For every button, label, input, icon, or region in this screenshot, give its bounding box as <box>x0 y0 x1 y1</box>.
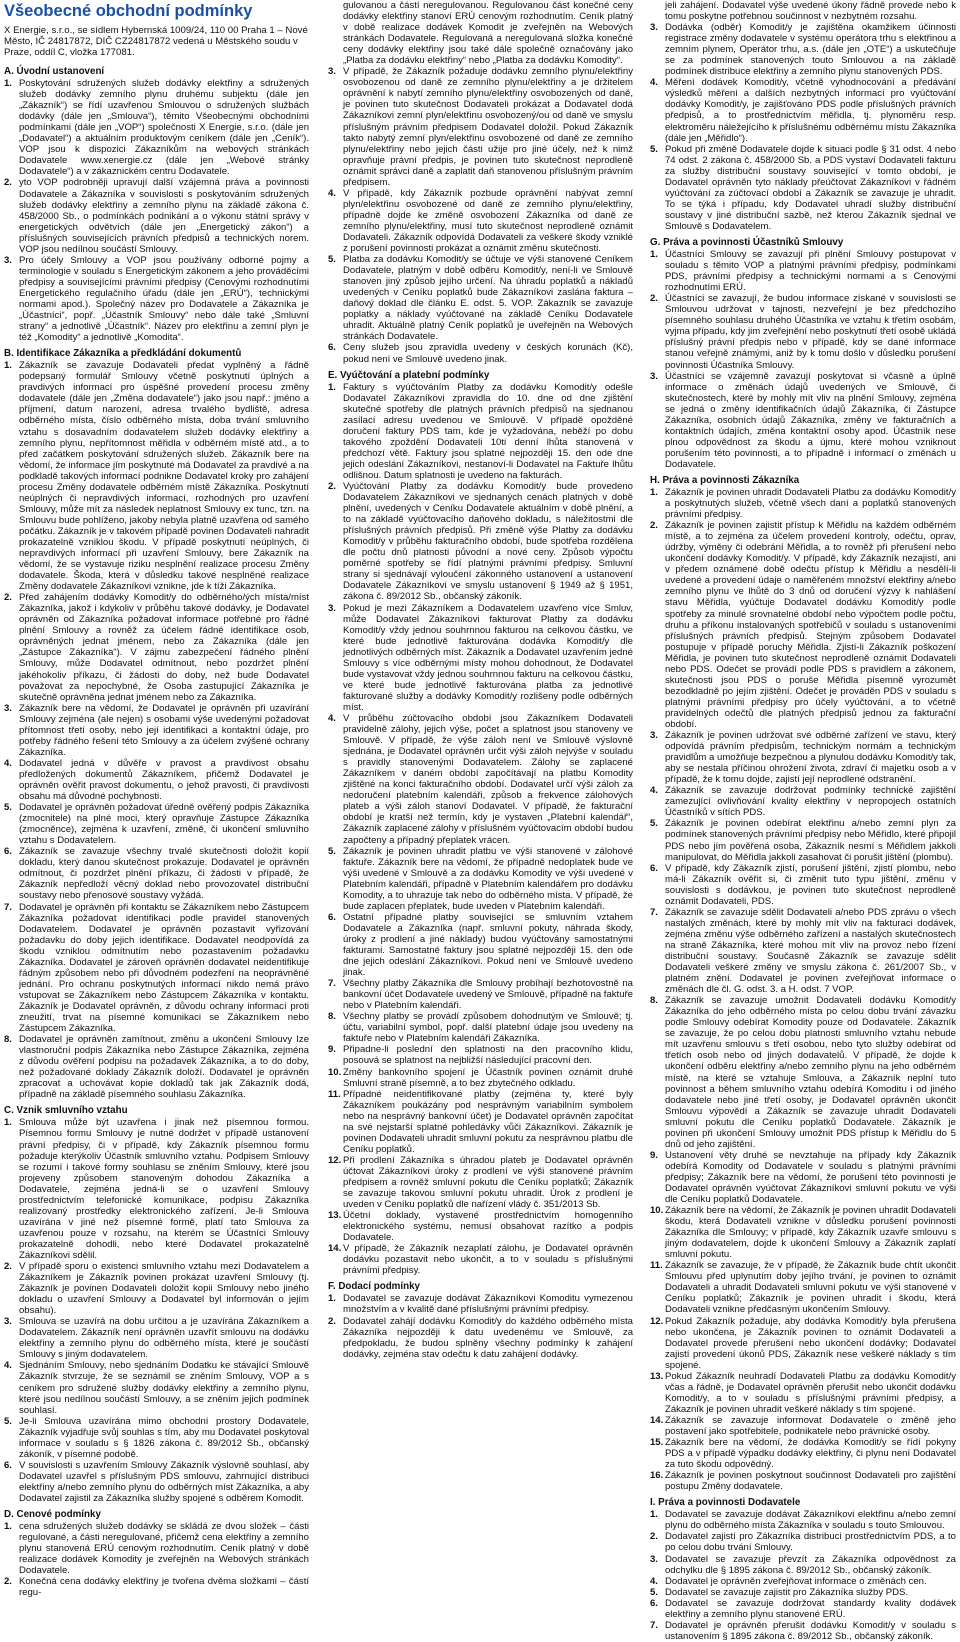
clause-b1: 1. Zákazník se zavazuje Dodavateli předat vyplněný a řádně podepsaný formulář Smlouvy včetně poskytnutí úplných a pravdivých informací pro úspěšné provedení procesu změny dodavatele (dále jen „Změna dodavatele“) jako jsou např.: jméno a příjmení, datum narození, adresa trvalého bydliště, adresa odběrného místa, číslo odběrného místa, doba trvání smluvního vztahu s dosavadním dodavatelem služeb dodávky elektřiny a zemního plynu, nepřítomnost měřidla v odběrném místě atd., a to před začátkem poskytování sdružených služeb. Zákazník bere na vědomí, že informace jím poskytnuté má Dodavatel za pravdivé a na podkladě takových informací podnikne Dodavatel kroky pro zahájení procesu Změny dodavatele odběrném místě Zákazníka. Poskytnutí neúplných či nepravdivých informací, rozhodných pro uzavření Smlouvy, může mít za následek neplatnost Smlouvy ex tunc, tzn. na Smlouvu bude pohlíženo, jakoby nebyla platně uzavřena od samého počátku. Zákazník je v takovém případě povinen Dodavateli nahradit prokazatelně vzniklou škodu. V případě poskytnutí neúplných, či nepravdivých informací při uzavření Smlouvy, bere Zákazník na vědomí, že se vystavuje riziku nesplnění realizace procesu Změny dodavatele. Škoda, která v důsledku takové nesplněné realizace Změny dodavatele Zákazníkovi vznikne, jde k tíži Zákazníka. <box>4 360 309 593</box>
clause-d3: 3. V případě, že Zákazník požaduje dodávku zemního plynu/elektřiny osvobozenou od daně ze zemního plynu/elektřiny a je držitelem oprávnění k nabytí zemního plynu/elektřiny osvobozených od daně, je povinen tuto skutečnost Dodavateli prokázat a Dodavatel dodá Zákazníkovi zemní plyn/elektřinu osvobozený/ou od daně ve smyslu příslušným právním předpisem Dodavatel doložil. Pokud Zákazník takto nabytý zemní plyn/elektřinu osvobozené od daně ze zemního plynu/elektřiny nebo jejich části užije pro jiné účely, než k nimž opravňuje právní předpis, je povinen tuto skutečnost neprodleně oznámit správci daně a zaplatit daň stanovenou příslušným právním předpisem. <box>328 66 633 188</box>
clause-e1: 1. Faktury s vyúčtováním Platby za dodávku Komodit/y odešle Dodavatel Zákazníkovi zpravidla do 10. dne od dne zjištění skutečné spotřeby dle platných právních předpisů na sjednanou zasílací adresu uvedenou ve Smlouvě. V případě opožděné doručení faktury PDS tam, kde je vyžadována, neběží po dobu takového zpoždění Dodavateli 10ti denní lhůta stanovená v předchozí větě. Faktury jsou splatné nejpozději 15. den ode dne jejich odeslání Zákazníkovi, nestanoví-li Dodavatel na Faktuře lhůtu odlišnou. Datum splatnosti je uvedeno na fakturách. <box>328 381 633 481</box>
clause-g3: 3. Účastníci se vzájemně zavazují poskytovat si včasně a úplně informace o změnách údajů uvedených ve Smlouvě, či skutečnostech, které by mohly mít vliv na plnění Smlouvy, zejména se jedná o změny identifikačních údajů Zákazníka, či Zástupce Zákazníka, osobních údajů Zákazníka, změny ve fakturačních a kontaktních údajích, změna kontaktní osoby apod. Účastník nese plnou odpovědnost za škodu a újmu, které mohou vzniknout porušením této povinnosti, a to případně i informací o změnách u Dodavatele. <box>650 370 956 470</box>
clause-e10: 10. Změny bankovního spojení je Účastník povinen oznámit druhé Smluvní straně písemně, a to bez zbytečného odkladu. <box>328 1066 633 1089</box>
clause-h11: 11. Zákazník se zavazuje, že v případě, že Zákazník bude chtít ukončit Smlouvu před uplynutím doby jejího trvání, je povinen to oznámit Dodavateli a uhradit Dodavateli smluvní pokutu ve výši stanovené v Ceníku poplatků; Zákazník je povinen uhradit i škodu, která Dodavateli vznikne předčasným ukončením Smlouvy. <box>650 1260 956 1316</box>
clause-h14: 14. Zákazník se zavazuje informovat Dodavatele o změně jeho postavení jako spotřebitele, podnikatele nebo právnické osoby. <box>650 1414 956 1437</box>
clause-e14: 14. V případě, že Zákazník nezaplatí zálohu, je Dodavatel oprávněn dodávku pozastavit nebo ukončit, a to v souladu s příslušnými právními předpisy. <box>328 1243 633 1277</box>
clause-e13: 13. Účetní doklady, vystavené prostřednictvím homogenního elektronického systému, nemusí obsahovat razítko a podpis Dodavatele. <box>328 1210 633 1244</box>
clause-c5: 5. Je-li Smlouva uzavírána mimo obchodní prostory Dodavatele, Zákazník vyjadřuje svůj souhlas s tím, aby mu Dodavatel poskytoval informace v souladu s § 1826 zákona č. 89/2012 Sb., občanský zákoník, v písemné podobě. <box>4 1415 309 1460</box>
clause-h16: 16. Zákazník je povinen poskytnout součinnost Dodavateli pro zajištění postupu Změny dodavatele. <box>650 1470 956 1493</box>
clause-h7: 7. Zákazník se zavazuje sdělit Dodavateli a/nebo PDS zprávu o všech nastalých změnách, které by mohly mít vliv na fakturaci dodávek, zejména změnu výše odběrného zařízení a nastalých skutečnostech na straně Zákazníka, které mohou mít vliv na provoz nebo řízení distribuční soustavy. Současně Zákazník se zavazuje sdělit Dodavateli veškeré změny ve smyslu zákona č. 261/2007 Sb., v platném znění. Dodavatel je povinen zveřejňovat informace o změnách dle čl. G. odst. 3. a H. odst. 7 VOP. <box>650 906 956 996</box>
clause-f3: 3. Dodávka (odběr) Komodit/y je zajištěna okamžikem účinnosti registrace změny dodavatele v systému operátora trhu s elektřinou a zemním plynem, Operátor trhu, a.s. (dále jen „OTE“) a uskutečňuje se za podmínek stanovených touto Smlouvou a na základě podmínek distribuce elektřiny a zemního plynu stanovených PDS. <box>650 22 956 78</box>
clause-d4: 4. V případě, kdy Zákazník pozbude oprávnění nabývat zemní plyn/elektřinu osvobozené od daně ze zemního plynu/elektřiny, případně dojde ke změně osvobození Zákazníka od daně ze zemního plynu/elektřiny, musí tuto skutečnost neprodleně oznámit Dodavateli. Zákazník odpovídá Dodavateli za veškeré škody vzniklé z porušení povinnosti prokázat a oznámit změnu skutečnosti. <box>328 187 633 255</box>
column-1 <box>4 66 309 1598</box>
clause-f5: 5. Pokud při změně Dodavatele dojde k situaci podle § 31 odst. 4 nebo 74 odst. 2 zákona č. 458/2000 Sb. a PDS vystaví Dodavateli fakturu za služby distribuční soustavy související v tomto období, je Dodavatel oprávněn tyto náklady přeúčtovat Zákazníkovi v řádném vyúčtování za zúčtovací období a Zákazník se zavazuje je uhradit. To se týká i případu, kdy Dodavatel uhradí služby distribuční soustavy v jiné distribuční sazbě, než kterou Zákazník sjednal ve Smlouvě s Dodavatelem. <box>650 143 956 232</box>
column-3 <box>650 0 956 1642</box>
clause-b3: 3. Zákazník bere na vědomí, že Dodavatel je oprávněn při uzavírání Smlouvy zejména (ale nejen) s osobami výše uvedenými požadovat přítomnost třetí osoby, nebo její identifikaci a kontaktní údaje, pro potřeby řádného řešení této Smlouvy a za účelem zvýšené ochrany Zákazníka. <box>4 702 309 758</box>
clause-e9: 9. Připadne-li poslední den splatnosti na den pracovního klidu, posouvá se splatnost na nejbližší následující pracovní den. <box>328 1044 633 1067</box>
clause-i7: 7. Dodavatel je oprávněn přerušit dodávku Komodit/y v souladu s ustanovením § 1895 zákona č. 89/2012 Sb., občanský zákoník. <box>650 1619 956 1642</box>
clause-c3: 3. Smlouva se uzavírá na dobu určitou a je uzavírána Zákazníkem a Dodavatelem. Zákazník není oprávněn uzavřít smlouvu na dodávku elektřiny a zemního plynu do odběrného místa, které je součástí Smlouvy s jiným dodavatelem. <box>4 1316 309 1361</box>
clause-i4: 4. Dodavatel je oprávněn zveřejňovat informace o změnách cen. <box>650 1575 927 1587</box>
clause-e4: 4. V průběhu zúčtovacího období jsou Zákazníkem Dodavateli pravidelně zálohy, jejich výše, počet a splatnost jsou stanoveny ve Smlouvě. V případě, že výše záloh není ve Smlouvě výslovně sjednána, je Dodavatel oprávněn určit výši záloh nejvýše v souladu s pravidly stanovenými Dodavatelem. Zálohy se zaplacené Zákazníkem v daném období započítávají na platbu Komodity zjištěné na konci fakturačního období. Dodavatel určí výši záloh za nedoručení platebním kalendáři, způsob a frekvence zálohových plateb a výši záloh stanoví Dodavatel. V případě, že fakturační období je kratší než termín, kdy je vystaven „Platební kalendář“, Zákazník zaplacené zálohy v příslušném vyúčtovacím období budou započteny a případný přeplatek vrácen. <box>328 713 633 846</box>
clause-a2: 2. yto VOP podrobněji upravují další vzájemná práva a povinnosti Dodavatele a Zákazníka v souvislosti s poskytováním sdružených služeb dodávky elektřiny a zemního plynu na základě zákona č. 458/2000 Sb., o podmínkách podnikání a o výkonu státní správy v energetických odvětvích (dále jen „Energetický zákon“) a příslušných souvisejících právních předpisů a technických norem. VOP jsou nedílnou součástí Smlouvy. <box>4 177 309 255</box>
clause-e3: 3. Pokud je mezi Zákazníkem a Dodavatelem uzavřeno více Smluv, může Dodavatel Zákazníkovi fakturovat Platby za dodávku Komodit/y vždy jednou souhrnnou fakturou na celkovou částku, ve které bude jednotlivě fakturována dodávka Komodit/y dle jednotlivých odběrných míst. Zákazník a Dodavatel uzavřením jedné Smlouvy s více odběrnými místy mohou dohodnout, že Dodavatel bude vystavovat vždy jednou souhrnnou fakturu na celkovou částku, ve které bude jednotlivě fakturována platba za jednotlivé fakturované služby a dodávky Komodit/y rozlišeny podle odběrných míst. <box>328 602 633 713</box>
clause-d6: 6. Ceny služeb jsou zpravidla uvedeny v českých korunách (Kč), pokud není ve Smlouvě uvedeno jinak. <box>328 342 633 365</box>
section-heading-f: F. Dodací podmínky <box>328 1281 420 1293</box>
section-heading-i: I. Práva a povinnosti Dodavatele <box>650 1497 801 1509</box>
section-heading-c: C. Vznik smluvního vztahu <box>4 1105 128 1117</box>
clause-h3: 3. Zákazník je povinen udržovat své odběrné zařízení ve stavu, který odpovídá právním předpisům, technickým normám a technickým pravidlům a umožňuje bezpečnou a plynulou dodávku Komodit/y tak, aby se nestala příčinou ohrožení života, zdraví či majetku osob a v případě, že k tomu dojde, zajistí její neprodlené odstranění. <box>650 730 956 786</box>
clause-f4: 4. Měření dodávek Komodit/y, včetně vyhodnocování a předávání výsledků měření a dalších nezbytných informací pro vyúčtování dodávky Komodit/y, je zajišťováno PDS podle příslušných právních předpisů, a to prostřednictvím měřidla, tj. plynoměru resp. elektroměru náležejícího k příslušnému odběrnému místu Zákazníka (dále jen „Měřidlo“). <box>650 77 956 144</box>
clause-h2: 2. Zákazník je povinen zajistit přístup k Měřidlu na každém odběrném místě, a to zejména za účelem provedení kontroly, odečtu, oprav, údržby, výměny či odebrání Měřidla, a to rovněž při přerušení nebo ukončení dodávky Komodit/y. V případě, kdy Zákazník nezajistí, ani v předem oznámené době odečtu přístup k Měřidlu a nesdělí-li uvedené a provedení údaje o naměřeném množství elektřiny a/nebo zemního plynu ve lhůtě do 3 dnů od doručení výzvy k nahlášení stavu Měřidla, vyúčtuje Dodavatel dodávku Komodit/y podle spotřeby za minulé srovnatelné období nebo výpočtem podle počtu, druhu a příkonu instalovaných spotřebičů v souladu s ustanoveními příslušných právních předpisů. Stejným způsobem Dodavatel postupuje v případě poruchy Měřidla. Zjistí-li Zákazník poškození Měřidla, je povinen tuto skutečnost neprodleně oznámit Dodavateli nebo PDS. Odečet se provádí podle PDS s pravidlem a zákonem, skutečnosti jsou PDS o poruše Měřidla písemně vyrozumět bezodkladně po jejím zjištění. Odečet je prováděn PDS v souladu s platnými právními předpisy pro účely vyúčtování, a to včetně pravidelných odečtů dle platných předpisů jednou za fakturační období. <box>650 520 956 730</box>
section-heading-e: E. Vyúčtování a platební podmínky <box>328 369 490 381</box>
section-heading-g: G. Práva a povinnosti Účastníků Smlouvy <box>650 236 844 248</box>
clause-h8: 8. Zákazník se zavazuje umožnit Dodavateli dodávku Komodit/y Zákazníka do jeho odběrného místa po celou dobu trvání závazku podle Smlouvy odebírat Komodity pouze od Dodavatele. Zákazník se zavazuje, že po celou dobu platnosti smluvního vztahu nebude mít uzavřenu smlouvu s třetí osobou, nebo tyto služby odebírat od třetích osob nebo od jiných dodavatelů. V případě, že dojde k ukončení odběru elektřiny a/nebo zemního plynu na jeho odběrném místě, na které se vztahuje Smlouva, a Zákazník neplní tuto povinnost a během smluvního vztahu odebírá Komoditu i od jiného dodavatele nebo jiné třetí osoby, je Dodavatel oprávněn ukončit Smlouvu výpovědí a Zákazník se zavazuje uhradit Dodavateli smluvní pokutu dle Ceníku poplatků Dodavatele. Zákazník je povinen při ukončení Smlouvy umožnit PDS přístup k Měřidlu do 5 dnů od jeho zajištění. <box>650 995 956 1150</box>
clause-e11: 11. Případné neidentifikované platby (zejména ty, které byly Zákazníkem poukázány pod nesprávným variabilním symbolem nebo na nesprávný bankovní účet) je Dodavatel oprávněn započítat na své nejstarší splatné pohledávky vůči Zákazníkovi. Zákazník je povinen Dodavateli uhradit smluvní pokutu za nesprávnou platbu dle Ceníku poplatků. <box>328 1088 633 1155</box>
clause-h4: 4. Zákazník se zavazuje dodržovat podmínky technické zajištění zamezující ovlivňování kvality elektřiny v nepropojech ostatních Účastníků v sítích PDS. <box>650 785 956 819</box>
section-heading-b: B. Identifikace Zákazníka a předkládání dokumentů <box>4 348 242 360</box>
clause-g2: 2. Účastníci se zavazují, že budou informace získané v souvislosti se Smlouvou udržovat v tajnosti, nezveřejní je bez předchozího písemného souhlasu druhého Účastníka ve vztahu k třetím osobám, vyjma případu, kdy jim zveřejnění nebo poskytnutí třetí osobě ukládá příslušný právní předpis nebo v případě, kdy se dané informace stanou veřejně známými, aniž by k tomu došlo v důsledku porušení povinnosti Účastníka Smlouvy. <box>650 293 956 371</box>
clause-b4: 4. Dodavatel jedná v důvěře v pravost a pravdivost obsahu předložených dokumentů Zákazníkem, přičemž Dodavatel je oprávněn ověřit pravost dokumentu, o jehož pravosti, či pravdivosti obsahu má důvodné pochybnosti. <box>4 757 309 803</box>
clause-e6: 6. Ostatní případné platby související se smluvním vztahem Dodavatele a Zákazníka (např. smluvní pokuty, náhrada škody, úroky z prodlení a jiné náklady) budou vyúčtovány samostatnými fakturami. Samostatné faktury jsou splatné nejpozději 15. den ode dne jejich odeslání Zákazníkovi. Pokud není ve Smlouvě uvedeno jinak. <box>328 911 633 979</box>
clause-f2-continued: jeli zahájení. Dodavatel výše uvedené úkony řádně provede nebo k tomu poskytne potřebnou součinnost v nezbytném rozsahu. <box>665 0 956 23</box>
clause-h10: 10. Zákazník bere na vědomí, že Zákazník je povinen uhradit Dodavateli škodu, která Dodavateli vznikne v důsledku porušení povinnosti Zákazníka dle Smlouvy; v případě, kdy Zákazník uzavře smlouvu s jiným dodavatelem, dojde k ukončení Smlouvy a Zákazník zaplatí smluvní pokutu. <box>650 1205 956 1261</box>
clause-c4: 4. Sjednáním Smlouvy, nebo sjednáním Dodatku ke stávající Smlouvě Zákazník stvrzuje, že se seznámil se zněním Smlouvy, VOP a s ceníkem pro sdružené služby dodávky elektřiny a zemního plynu, které jsou nedílnou součástí Smlouvy, a se zněním jejich podmínek souhlasí. <box>4 1360 309 1416</box>
clause-e7: 7. Všechny platby Zákazníka dle Smlouvy probíhají bezhotovostně na bankovní účet Dodavatele uvedený ve Smlouvě, případně na faktuře nebo v Platebním kalendáři. <box>328 978 633 1012</box>
clause-f1: 1. Dodavatel se zavazuje dodávat Zákazníkovi Komoditu vymezenou množstvím a v kvalitě dané příslušnými právními předpisy. <box>328 1293 633 1316</box>
clause-b6: 6. Zákazník se zavazuje všechny trvalé skutečnosti doložit kopií dokladu, který danou skutečnost prokazuje. Dodavatel je oprávněn odmítnout, či pozdržet plnění příkazu, či žádosti v případě, že Zákazník nepředloží věcný doklad nebo provozovatel distribuční soustavy nebo přenosové soustavy vyžádá. <box>4 846 309 902</box>
clause-b7: 7. Dodavatel je oprávněn při kontaktu se Zákazníkem nebo Zástupcem Zákazníka požadovat identifikaci podle pravidel stanovených Dodavatelem. Dodavatel je oprávněn pozastavit vyřizování požadavku do doby jejich identifikace. Dodavatel neodpovídá za škodu vzniklou odmítnutím nebo pozastavením požadavku Zákazníka. Dodavatel je zároveň oprávněn dodavatel neidentifikuje řádným způsobem nebo při důvodném podezření na neoprávněné jednání. Pro ochranu poskytnutých informací nikdo nemá právo vstupovat se Zákazníkem nebo Zástupcem Zákazníka v kontaktu. Zákazník je Dodavatel oprávněn, z důvodu ochrany informací proti zneužití, trvat na písemné komunikaci se Zákazníkem nebo Zástupcem Zákazníka. <box>4 901 309 1035</box>
clause-a1: 1. Poskytování sdružených služeb dodávky elektřiny a sdružených služeb dodávky zemního plynu druhému subjektu (dále jen „Zákazník“) se řídí uzavřenou Smlouvou o sdružených službách dodávky (dále jen „Smlouva“), těmito Všeobecnými obchodními podmínkami (dále jen „VOP“) společnosti X Energie, s.r.o. (dále jen „Dodavatel“) a aktuálním produktovým ceníkem (dále jen „Ceník“). VOP jsou k dispozici Zákazníkům na webových stránkách Dodavatele www.xenergie.cz (dále jen „Webové stránky Dodavatele“) a v zákaznickém centru Dodavatele. <box>4 78 309 178</box>
clause-h12: 12. Pokud Zákazník požaduje, aby dodávka Komodit/y byla přerušena nebo ukončena, je Zákazník povinen to oznámit Dodavateli a Dodavatel provede přerušení nebo ukončení dodávky; Dodavatel zajistí provedení úkonů PDS, Zákazník nese veškeré náklady s tím spojené. <box>650 1315 956 1371</box>
clause-b5: 5. Dodavatel je oprávněn požadovat úředně ověřený podpis Zákazníka (zmocnitele) na plné moci, který opravňuje Zástupce Zákazníka (zmocněnce), zejména k uzavření, změně, či ukončení smluvního vztahu s Dodavatelem. <box>4 802 309 847</box>
clause-f2: 2. Dodavatel zahájí dodávku Komodit/y do každého odběrného místa Zákazníka nejpozději k datu uvedenému ve Smlouvě, za předpokladu, že budou splněny všechny podmínky k zahájení dodávky, zejména stav odečtu k datu zahájení dodávky. <box>328 1315 633 1360</box>
clause-i3: 3. Dodavatel se zavazuje převzít za Zákazníka odpovědnost za odchylku dle § 1895 zákona č. 89/2012 Sb., občanský zákoník. <box>650 1553 956 1576</box>
clause-h1: 1. Zákazník je povinen uhradit Dodavateli Platbu za dodávku Komodit/y a poskytnutých služeb, včetně všech daní a poplatků stanovených právními předpisy. <box>650 487 956 521</box>
clause-e5: 5. Zákazník je povinen uhradit platbu ve výši stanovené v zálohové faktuře. Zákazník bere na vědomí, že případně nedoplatek bude ve výši uvedené v Smlouvě a za dodávku Komodity ve výši uvedené v Platebním kalendáři, případně v Platebním kalendářem pro dodávku Komodity, a to uhrazuje tak nebo do odběrného místa. V případě, že bude zaplacen přeplatek, bude uveden v Platebním kalendáři. <box>328 845 633 912</box>
company-info: X Energie, s.r.o., se sídlem Hybernská 1009/24, 110 00 Praha 1 – Nové Město, IČ 24817872, DIČ CZ24817872 vedená u Městského soudu v Praze, oddíl C, vložka 177081. <box>4 25 308 59</box>
clause-d2-continued: gulovanou a částí neregulovanou. Regulovanou část konečné ceny dodávky elektřiny stanoví ERÚ cenovým rozhodnutím. Ceník platný v době realizace dodávek Komodit je zveřejněn na Webových stránkách Dodavatele. Regulovaná a neregulovaná složka konečné ceny dodávky elektřiny jsou také dále společně označovány jako „Platba za dodávku elektřiny“ nebo „Platba za dodávku Komodity“. <box>343 0 633 67</box>
clause-a3: 3. Pro účely Smlouvy a VOP jsou používány odborné pojmy a terminologie v souladu s Energetickým zákonem a jeho prováděcími předpisy a souvisejícími právními předpisy (Cenovými rozhodnutími Energetického regulačního úřadu (dále jen „ERÚ“), technickými normami apod.). Společný název pro Dodavatele a Zákazníka je „Účastníci“, popř. „Účastník Smlouvy“ nebo dále také „Smluvní strany“ a jednotlivě „Účastník“. Název pro elektřinu a zemní plyn je též „Komodity“ a jednotlivě „Komodita“. <box>4 254 309 344</box>
clause-d2: 2. Konečná cena dodávky elektřiny je tvořena dvěma složkami – částí regu- <box>4 1576 309 1599</box>
document-title: Všeobecné obchodní podmínky <box>4 2 253 20</box>
clause-c6: 6. V souvislosti s uzavřením Smlouvy Zákazník výslovně souhlasí, aby Dodavatel uzavřel s příslušným PDS smlouvu, zahrnující distribuci elektřiny a/nebo zemního plynu do odběrných míst Zákazníka, a aby Dodavatel zajistil za Zákazníka služby spojené s odběrem Komodit. <box>4 1459 309 1504</box>
clause-h6: 6. V případě, kdy Zákazník zjistí, porušení jištění, zjistí plombu, nebo má-li Zákazník ověřit si, či změnit tuto typu jištění, změnu v souvislosti s dodávkou, je povinen tuto skutečnost neprodleně oznámit Dodavateli, PDS. <box>650 862 956 907</box>
clause-c2: 2. V případě sporu o existenci smluvního vztahu mezi Dodavatelem a Zákazníkem je Zákazník povinen prokázat uzavření Smlouvy (tj. Zákazník je povinen Dodavateli doložit kopii Smlouvy nebo jiného dokladu o uzavření Smlouvy a Dodavatel byl informován o jejím obsahu). <box>4 1261 309 1317</box>
clause-e2: 2. Vyúčtování Platby za dodávku Komodit/y bude provedeno Dodavatelem Zákazníkovi ve sjednaných cenách platných v době plnění, uvedených v Ceníku Dodavatele aktuálním v době plnění, a to na základě vyúčtovacího daňového dokladu, s náležitostmi dle příslušných právních předpisů. Při změně výše Platby za dodávku Komodit/y v průběhu fakturačního období, bude spotřeba rozdělena dle počtu dnů platnosti původní a nové ceny. Způsob výpočtu poměrné spotřeby se řídí platnými právními předpisy. Smluvní strany si sjednávají vyloučení zákonného ustanovení a ustanovení Dodavatele Zákazníkovi ve smyslu ustanovení § 1949 až § 1951, zákona č. 89/2012 Sb., občanský zákoník. <box>328 481 633 603</box>
clause-e8: 8. Všechny platby se provádí způsobem dohodnutým ve Smlouvě; tj. účtu, variabilní symbol, popř. další platební údaje jsou uvedeny na faktuře nebo v Platebním kalendáři Zákazníka. <box>328 1011 633 1045</box>
clause-i1: 1. Dodavatel se zavazuje dodávat Zákazníkovi elektřinu a/nebo zemní plynu do odběrného místa Zákazníka v souladu s touto Smlouvou. <box>650 1509 956 1532</box>
clause-b8: 8. Dodavatel je oprávněn zamítnout, změnu a ukončení Smlouvy Ize vlastnoruční podpis Zákazníka nebo Zástupce Zákazníka, zejména z důvodu ověření podpisu na požadavek Zákazníka, a to do doby, než požadované doklady Zákazník doloží. Dodavatel je oprávněn zpracovat a uchovávat kopie dokladů tak jak Zákazník dodá, případně na základě písemného souhlasu Zákazníka. <box>4 1034 309 1101</box>
clause-d5: 5. Platba za dodávku Komodit/y se účtuje ve výši stanovené Ceníkem Dodavatele, platným v době odběru Komodit/y, není-li ve Smlouvě stanoven jiný způsob jejího určení. Na úhradu poplatků a nákladů uvedených v Ceníku poplatků bude Zákazníkovi zaslána faktura – daňový doklad dle článku E. odst. 5. VOP. Zákazník se zavazuje poplatky a náklady vyúčtované na základě Ceníku Dodavatele uhradit. Aktuálně platný Ceník poplatků je uveřejněn na Webových stránkách Dodavatele. <box>328 254 633 343</box>
clause-h9: 9. Ustanovení věty druhé se nevztahuje na případy kdy Zákazník odebírá Komodity od Dodavatele v souladu s platnými právními předpisy; Zákazník bere na vědomí, že porušení této povinnosti je Dodavatel oprávněn vyúčtovat Zákazníkovi smluvní pokutu ve výši dle Ceníku poplatků Dodavatele. <box>650 1149 956 1206</box>
section-heading-d: D. Cenové podmínky <box>4 1509 101 1521</box>
section-heading-a: A. Úvodní ustanovení <box>4 66 105 77</box>
clause-c1: 1. Smlouva může být uzavřena i jinak než písemnou formou. Písemnou formu Smlouvy je nutné dodržet v případě ustanovení právní předpisy, či v případě, kdy Zákazník písemnou formu požaduje kterýkoliv Účastník smluvního vztahu. Podpisem Smlouvy se rozumí i takové formy souhlasu se zněním Smlouvy, které jsou projeveny způsobem stanoveným dohodou Zákazníka a Dodavatele, zejména jedná-li se o uzavření Smlouvy prostřednictvím telefonické komunikace, podpisu Zákazníka realizovaný prostředky elektronického zařízení. Je-li Smlouva uzavírána v jiné než písemné formě, platí tato Smlouva za uzavřenou pouze v rozsahu, na kterém se Účastníci Smlouvy prokazatelně dohodli, nebo které Dodavatel prokazatelně Zákazníkovi sdělil. <box>4 1117 309 1261</box>
clause-h15: 15. Zákazník bere na vědomí, že dodávka Komodit/y se řídí pokyny PDS a v případě výpadku dodávky elektřiny, či plynu není Dodavatel za tuto škodu odpovědný. <box>650 1437 956 1471</box>
clause-g1: 1. Účastníci Smlouvy se zavazují při plnění Smlouvy postupovat v souladu s těmito VOP a platnými právními předpisy, podmínkami PDS, právními předpisy a technickými normami a s Cenovými rozhodnutími ERÚ. <box>650 249 956 294</box>
clause-i2: 2. Dodavatel zajistí pro Zákazníka distribuci prostřednictvím PDS, a to po celou dobu trvání Smlouvy. <box>650 1531 956 1554</box>
section-heading-h: H. Práva a povinnosti Zákazníka <box>650 474 800 486</box>
clause-i5: 5. Dodavatel se zavazuje zajistit pro Zákazníka služby PDS. <box>650 1586 909 1598</box>
clause-e12: 12. Při prodlení Zákazníka s úhradou plateb je Dodavatel oprávněn účtovat Zákazníkovi úroky z prodlení ve výši stanovené právním předpisem a rovněž smluvní pokutu dle Ceníku poplatků; Zákazník se zavazuje takovou smluvní pokutu uhradit. Úrok z prodlení je uveden v Ceníku poplatků dle nařízení vlády č. 351/2013 Sb. <box>328 1154 633 1211</box>
clause-b2: 2. Před zahájením dodávky Komodit/y do odběrného/ých místa/míst Zákazníka, jakož i kdykoliv v průběhu takové dodávky, je Dodavatel oprávněn od Zákazníka požadovat informace potřebné pro řádné plnění Smlouvy a rovněž za účelem řádné identifikace osob, oprávněných jednat jménem, nebo za Zákazníka (dále jen „Zástupce Zákazníka“). V zájmu zabezpečení řádného plnění Smlouvy, může Dodavatel odmítnout, nebo pozdržet plnění jakéhokoliv příkazu, či žádosti do doby, než bude Dodavatel považovat za nepochybné, že Osoba zastupující Zákazníka je skutečně oprávněna jednat jménem nebo za Zákazníka. <box>4 592 309 703</box>
document-header <box>4 2 314 59</box>
column-2 <box>328 0 633 1360</box>
clause-h5: 5. Zákazník je povinen odebírat elektřinu a/nebo zemní plyn za podmínek stanovených právními předpisy nebo Měřidlo, které připojil PDS nebo jím pověřená osoba, Zákazník nesmí s Měřidlem jakkoli manipulovat, do Měřidla jakkoli zasahovat či porušit jištění (plombu). <box>650 818 956 863</box>
clause-h13: 13. Pokud Zákazník neuhradí Dodavateli Platbu za dodávku Komodit/y včas a řádně, je Dodavatel oprávněn přerušit nebo ukončit dodávku Komodit/y, a to v souladu s příslušnými právními předpisy, a Zákazník je povinen uhradit veškeré náklady s tím spojené. <box>650 1370 956 1415</box>
clause-i6: 6. Dodavatel se zavazuje dodržovat standardy kvality dodávek elektřiny a zemního plynu stanovené ERÚ. <box>650 1597 956 1620</box>
clause-d1: 1. cena sdružených služeb dodávky se skládá ze dvou složek – části regulované, a části neregulované, přičemž cena elektřiny a zemního plynu stanovená ERÚ cenovým rozhodnutím. Ceník platný v době realizace dodávek Komodity je zveřejněn na Webových stránkách Dodavatele. <box>4 1521 309 1577</box>
